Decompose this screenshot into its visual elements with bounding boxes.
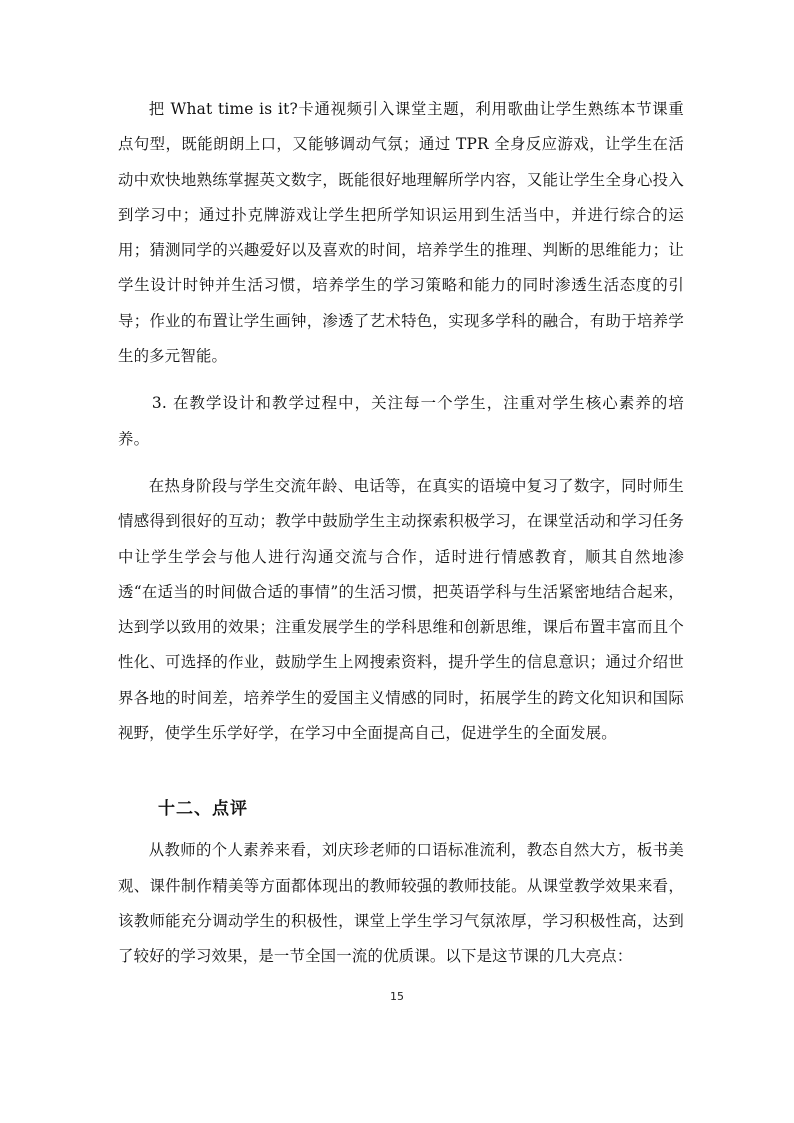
spacer (118, 374, 684, 386)
spacer (118, 751, 684, 791)
paragraph-core-literacy: 在热身阶段与学生交流年龄、电话等，在真实的语境中复习了数字，同时师生情感得到很好的互动；教学中鼓励学生主动探索积极学习，在课堂活动和学习任务中让学生学会与他人进行沟通交流与合作，适时进行情感教育，顺其自然地渗透“在适当的时间做合适的事情”的生活习惯，把英语学科与生活紧密地结合起来，达到学以致用的效果；注重发展学生的学科思维和创新思维，课后布置丰富而且个性化、可选择的作业，鼓励学生上网搜索资料，提升学生的信息意识；通过介绍世界各地的时间差，培养学生的爱国主义情感的同时，拓展学生的跨文化知识和国际视野，使学生乐学好学，在学习中全面提高自己，促进学生的全面发展。 (118, 476, 684, 743)
spacer (118, 457, 684, 469)
document-body (118, 92, 684, 975)
paragraph-review: 从教师的个人素养来看，刘庆珍老师的口语标准流利，教态自然大方，板书美观、课件制作精美等方面都体现出的教师较强的教师技能。从课堂教学效果来看，该教师能充分调动学生的积极性，课堂上学生学习气氛浓厚，学习积极性高，达到了较好的学习效果，是一节全国一流的优质课。以下是这节课的几大亮点： (118, 841, 684, 966)
paragraph-activities: 把 What time is it?卡通视频引入课堂主题，利用歌曲让学生熟练本节课重点句型，既能朗朗上口，又能够调动气氛；通过 TPR 全身反应游戏，让学生在活动中欢快地熟练掌握英文数字，既能很好地理解所学内容，又能让学生全身心投入到学习中；通过扑克牌游戏让学生把所学知识运用到生活当中，并进行综合的运用；猜测同学的兴趣爱好以及喜欢的时间，培养学生的推理、判断的思维能力；让学生设计时钟并生活习惯，培养学生的学习策略和能力的同时渗透生活态度的引导；作业的布置让学生画钟，渗透了艺术特色，实现多学科的融合，有助于培养学生的多元智能。 (118, 100, 684, 366)
section-heading: 十二、点评 (158, 799, 248, 820)
paragraph-point-3: 3. 在教学设计和教学过程中，关注每一个学生，注重对学生核心素养的培养。 (118, 394, 684, 448)
page-number: 15 (390, 990, 404, 1003)
